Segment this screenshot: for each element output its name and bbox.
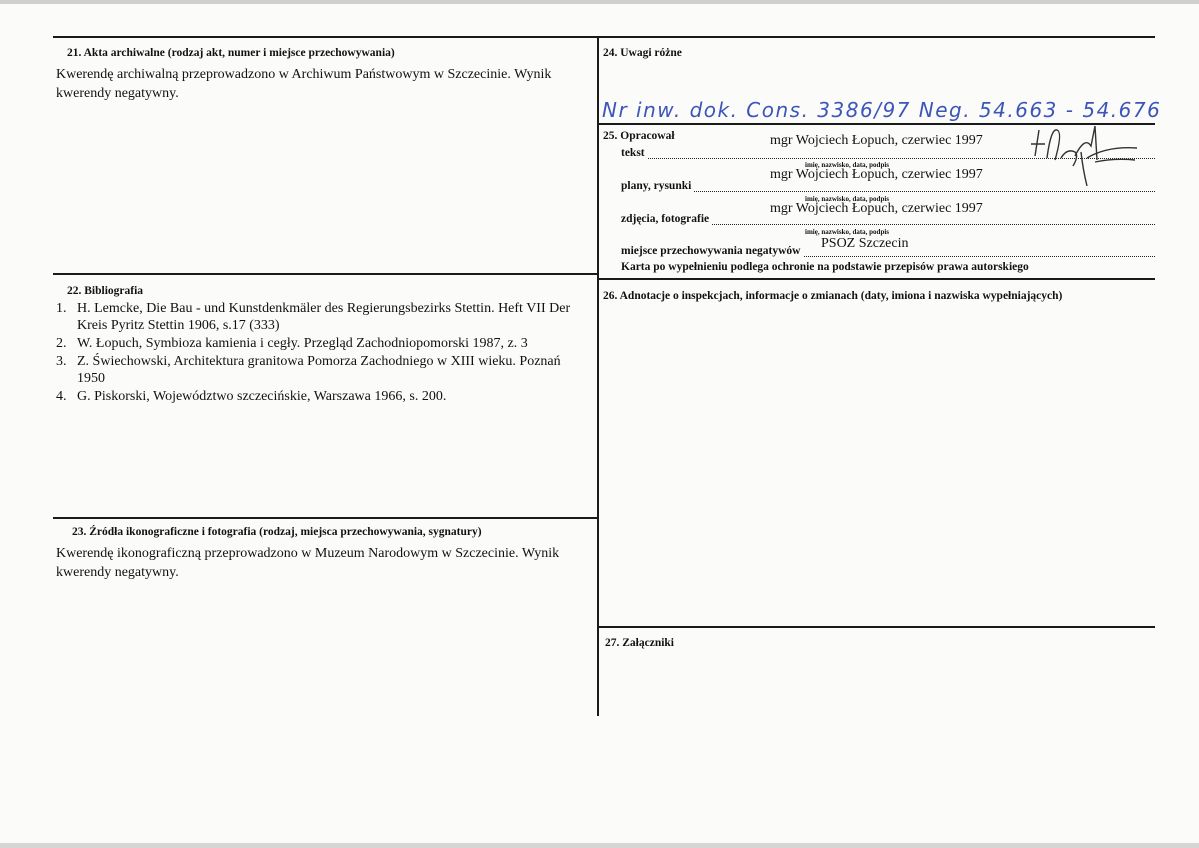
section-21-title: 21. Akta archiwalne (rodzaj akt, numer i miejsce przechowywania) — [67, 47, 395, 59]
bibliography-number: 1. — [56, 301, 67, 316]
rule-25-26 — [598, 278, 1155, 280]
bibliography-number: 4. — [56, 389, 67, 404]
bottom-edge — [0, 843, 1199, 848]
top-rule — [53, 36, 1155, 38]
miejsce-value: PSOZ Szczecin — [821, 236, 909, 251]
bibliography-number: 3. — [56, 354, 67, 369]
bibliography-text: W. Łopuch, Symbioza kamienia i cegły. Przegląd Zachodniopomorski 1987, z. 3 — [77, 336, 528, 351]
tekst-value: mgr Wojciech Łopuch, czerwiec 1997 — [770, 133, 983, 148]
plany-value: mgr Wojciech Łopuch, czerwiec 1997 — [770, 167, 983, 182]
plany-label: plany, rysunki — [621, 180, 692, 192]
copyright-note: Karta po wypełnieniu podlega ochronie na podstawie przepisów prawa autorskiego — [621, 261, 1029, 273]
rule-21-22 — [53, 273, 598, 275]
bibliography-item — [56, 300, 592, 334]
bibliography-item — [56, 388, 592, 405]
bibliography-item — [56, 353, 592, 387]
zdjecia-hint: imię, nazwisko, data, podpis — [805, 228, 890, 236]
bibliography-text: H. Lemcke, Die Bau - und Kunstdenkmäler des Regierungsbezirks Stettin. Heft VII Der Kreis Pyritz Stettin 1906, s.17 (333) — [77, 301, 571, 333]
bibliography-item — [56, 335, 592, 352]
section-25-title: 25. Opracował — [603, 130, 675, 142]
bibliography-list — [56, 300, 592, 406]
bibliography-text: G. Piskorski, Województwo szczecińskie, Warszawa 1966, s. 200. — [77, 389, 447, 404]
tekst-hint: imię, nazwisko, data, podpis — [805, 161, 890, 169]
miejsce-label: miejsce przechowywania negatywów — [621, 245, 801, 257]
rule-23-top — [53, 517, 598, 519]
center-divider — [597, 36, 599, 716]
rule-26-27 — [598, 626, 1155, 628]
bibliography-text: Z. Świechowski, Architektura granitowa Pomorza Zachodniego w XIII wieku. Poznań 1950 — [77, 354, 561, 386]
section-22-title: 22. Bibliografia — [67, 285, 144, 297]
section-24-title: 24. Uwagi różne — [603, 47, 682, 59]
section-27-title: 27. Załączniki — [605, 637, 675, 649]
section-26-title: 26. Adnotacje o inspekcjach, informacje o zmianach (daty, imiona i nazwiska wypełniających) — [603, 290, 1063, 302]
bibliography-number: 2. — [56, 336, 67, 351]
top-edge — [0, 0, 1199, 4]
zdjecia-label: zdjęcia, fotografie — [621, 213, 710, 225]
section-21-text: Kwerendę archiwalną przeprowadzono w Archiwum Państwowym w Szczecinie. Wynik kwerendy negatywny. — [56, 67, 552, 101]
handwritten-inventory-note: Nr inw. dok. Cons. 3386/97 Neg. 54.663 - 54.676 — [602, 98, 1162, 122]
zdjecia-value: mgr Wojciech Łopuch, czerwiec 1997 — [770, 201, 983, 216]
tekst-label: tekst — [621, 147, 645, 159]
signature-icon — [1025, 118, 1150, 190]
section-23-title: 23. Źródła ikonograficzne i fotografia (rodzaj, miejsca przechowywania, sygnatury) — [72, 526, 482, 538]
section-23-text: Kwerendę ikonograficzną przeprowadzono w Muzeum Narodowym w Szczecinie. Wynik kwerendy negatywny. — [56, 546, 560, 580]
plany-hint: imię, nazwisko, data, podpis — [805, 195, 890, 203]
